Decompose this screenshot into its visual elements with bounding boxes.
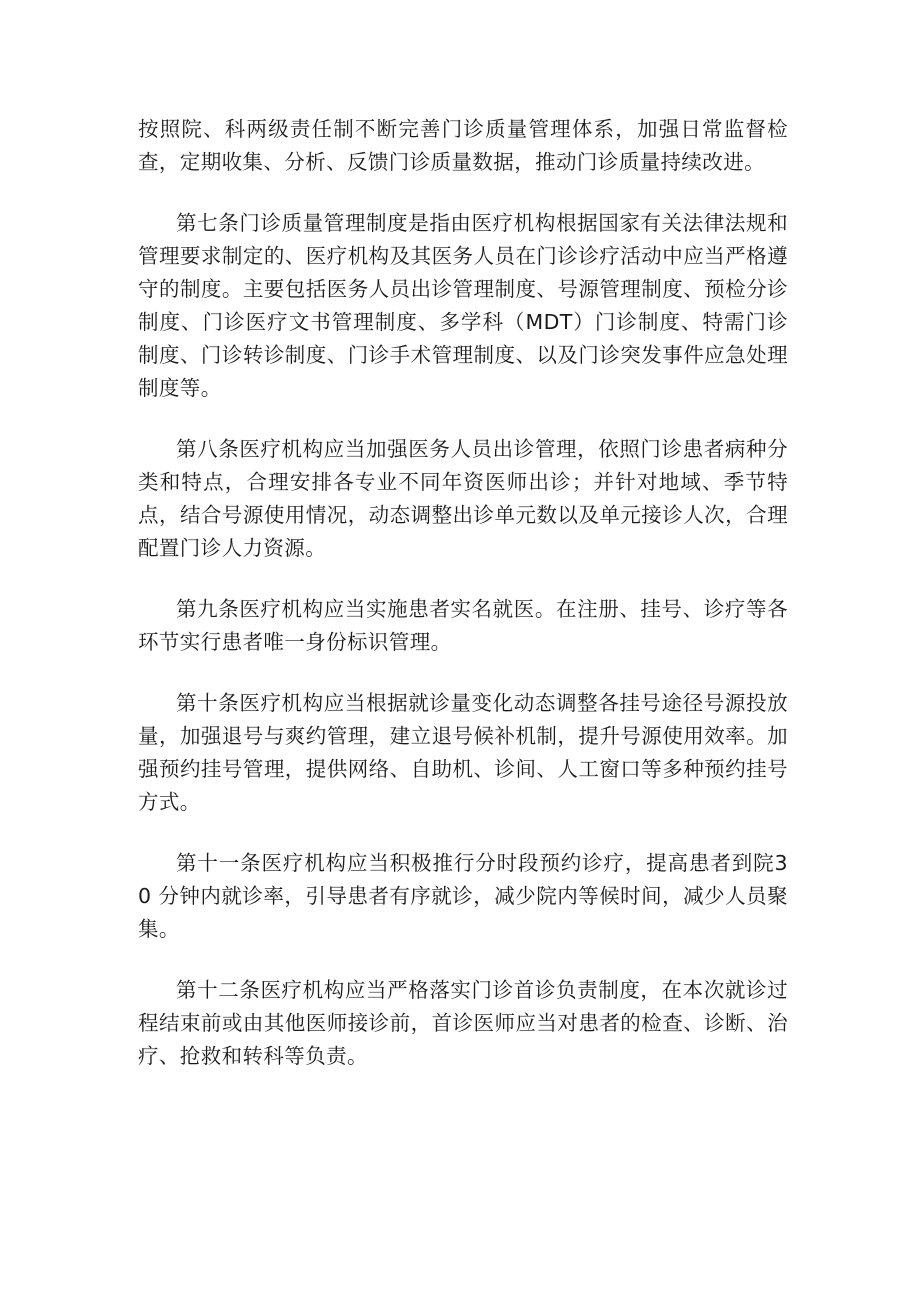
- paragraph-article-8: 第八条医疗机构应当加强医务人员出诊管理，依照门诊患者病种分类和特点，合理安排各专业不同年资医师出诊；并针对地域、季节特点，结合号源使用情况，动态调整出诊单元数以及单元接诊人次，合理配置门诊人力资源。: [138, 437, 788, 560]
- paragraph-article-7: 第七条门诊质量管理制度是指由医疗机构根据国家有关法律法规和管理要求制定的、医疗机构及其医务人员在门诊诊疗活动中应当严格遵守的制度。主要包括医务人员出诊管理制度、号源管理制度、预检分诊制度、门诊医疗文书管理制度、多学科（MDT）门诊制度、特需门诊制度、门诊转诊制度、门诊手术管理制度、以及门诊突发事件应急处理制度等。: [138, 211, 788, 400]
- document-body: [138, 113, 788, 1101]
- paragraph-article-9: 第九条医疗机构应当实施患者实名就医。在注册、挂号、诊疗等各环节实行患者唯一身份标识管理。: [138, 597, 788, 654]
- paragraph-article-10: 第十条医疗机构应当根据就诊量变化动态调整各挂号途径号源投放量，加强退号与爽约管理，建立退号候补机制，提升号源使用效率。加强预约挂号管理，提供网络、自助机、诊间、人工窗口等多种预约挂号方式。: [138, 691, 788, 814]
- paragraph-continuation: 按照院、科两级责任制不断完善门诊质量管理体系，加强日常监督检查，定期收集、分析、反馈门诊质量数据，推动门诊质量持续改进。: [138, 117, 788, 174]
- paragraph-article-11: 第十一条医疗机构应当积极推行分时段预约诊疗，提高患者到院30 分钟内就诊率，引导患者有序就诊，减少院内等候时间，减少人员聚集。: [138, 851, 788, 941]
- paragraph-article-12: 第十二条医疗机构应当严格落实门诊首诊负责制度，在本次就诊过程结束前或由其他医师接诊前，首诊医师应当对患者的检查、诊断、治疗、抢救和转科等负责。: [138, 978, 788, 1068]
